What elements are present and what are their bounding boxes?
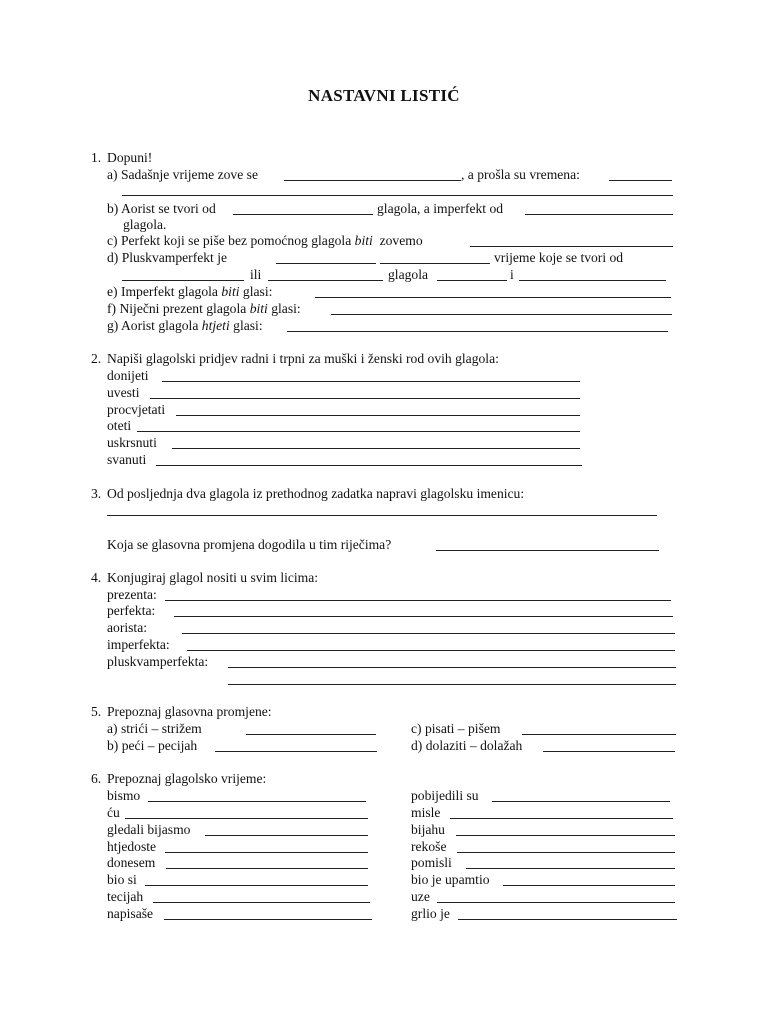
word-label: donesem (107, 855, 156, 870)
answer-blank[interactable] (228, 671, 676, 685)
question-text: Prepoznaj glasovna promjene: (107, 704, 272, 719)
q1e-text: e) Imperfekt glagola biti glasi: (107, 284, 273, 299)
verb-label: uskrsnuti (107, 435, 157, 450)
answer-blank[interactable] (187, 637, 675, 651)
answer-blank[interactable] (519, 267, 666, 281)
answer-blank[interactable] (246, 721, 376, 735)
word-label: pobijedili su (411, 788, 479, 803)
word-label: grlio je (411, 906, 450, 921)
item-label: a) strići – strižem (107, 721, 202, 736)
sub-question-text: Koja se glasovna promjena dogodila u tim riječima? (107, 537, 392, 552)
answer-blank[interactable] (466, 855, 675, 869)
tense-label: aorista: (107, 620, 148, 635)
q1a-text: a) Sadašnje vrijeme zove se (107, 167, 258, 182)
q1f-text: f) Niječni prezent glagola biti glasi: (107, 301, 301, 316)
tense-label: prezenta: (107, 587, 157, 602)
answer-blank[interactable] (153, 889, 370, 903)
answer-blank[interactable] (205, 822, 368, 836)
question-text: Konjugiraj glagol nositi u svim licima: (107, 570, 319, 585)
q1c-text: c) Perfekt koji se piše bez pomoćnog glagola biti zovemo (107, 233, 423, 248)
answer-blank[interactable] (470, 233, 673, 247)
verb-label: oteti (107, 418, 132, 433)
q1d-text: d) Pluskvamperfekt je (107, 250, 228, 265)
q1b-text-cont: glagola. (123, 217, 167, 232)
answer-blank[interactable] (525, 201, 673, 215)
question-text: Prepoznaj glagolsko vrijeme: (107, 771, 267, 786)
answer-blank[interactable] (437, 267, 507, 281)
verb-label: svanuti (107, 452, 147, 467)
q1a-text-mid: , a prošla su vremena: (461, 167, 580, 182)
answer-blank[interactable] (165, 839, 368, 853)
answer-blank[interactable] (276, 250, 376, 264)
q1d-text-mid: vrijeme koje se tvori od (494, 250, 624, 265)
word-label: pomisli (411, 855, 452, 870)
answer-blank[interactable] (156, 452, 582, 466)
answer-blank[interactable] (456, 822, 675, 836)
verb-label: uvesti (107, 385, 140, 400)
tense-label: perfekta: (107, 603, 156, 618)
answer-blank[interactable] (107, 502, 657, 516)
word-label: bio je upamtio (411, 872, 490, 887)
answer-blank[interactable] (145, 872, 368, 886)
item-label: d) dolaziti – dolažah (411, 738, 523, 753)
answer-blank[interactable] (176, 402, 580, 416)
answer-blank[interactable] (522, 721, 676, 735)
word-label: ću (107, 805, 120, 820)
answer-blank[interactable] (458, 906, 677, 920)
answer-blank[interactable] (609, 167, 672, 181)
answer-blank[interactable] (543, 738, 675, 752)
answer-blank[interactable] (436, 537, 659, 551)
word-label: uze (411, 889, 430, 904)
verb-label: procvjetati (107, 402, 166, 417)
question-number: 6. (91, 771, 102, 786)
q1b-text-mid: glagola, a imperfekt od (377, 201, 504, 216)
answer-blank[interactable] (148, 788, 366, 802)
word-label: bio si (107, 872, 137, 887)
answer-blank[interactable] (457, 839, 675, 853)
answer-blank[interactable] (503, 872, 675, 886)
question-text: Dopuni! (107, 150, 153, 165)
word-label: tecijah (107, 889, 144, 904)
answer-blank[interactable] (162, 368, 580, 382)
q1d-i: i (510, 267, 514, 282)
q1g-text: g) Aorist glagola htjeti glasi: (107, 318, 263, 333)
question-text: Napiši glagolski pridjev radni i trpni za muški i ženski rod ovih glagola: (107, 351, 499, 366)
answer-blank[interactable] (437, 889, 675, 903)
question-text: Od posljednja dva glagola iz prethodnog zadatka napravi glagolsku imenicu: (107, 486, 525, 501)
answer-blank[interactable] (182, 620, 675, 634)
word-label: napisaše (107, 906, 154, 921)
answer-blank[interactable] (174, 603, 673, 617)
tense-label: imperfekta: (107, 637, 170, 652)
question-number: 3. (91, 486, 102, 501)
item-label: b) peći – pecijah (107, 738, 198, 753)
tense-label: pluskvamperfekta: (107, 654, 209, 669)
answer-blank[interactable] (122, 182, 673, 196)
answer-blank[interactable] (284, 167, 461, 181)
q1d-glagola: glagola (388, 267, 429, 282)
word-label: gledali bijasmo (107, 822, 191, 837)
question-number: 1. (91, 150, 102, 165)
answer-blank[interactable] (165, 587, 671, 601)
q1d-ili: ili (250, 267, 262, 282)
answer-blank[interactable] (125, 805, 368, 819)
question-number: 5. (91, 704, 102, 719)
answer-blank[interactable] (492, 788, 670, 802)
answer-blank[interactable] (331, 301, 672, 315)
answer-blank[interactable] (287, 318, 668, 332)
answer-blank[interactable] (137, 418, 580, 432)
answer-blank[interactable] (172, 435, 580, 449)
question-number: 4. (91, 570, 102, 585)
answer-blank[interactable] (450, 805, 673, 819)
item-label: c) pisati – pišem (411, 721, 501, 736)
answer-blank[interactable] (122, 267, 244, 281)
word-label: rekoše (411, 839, 447, 854)
answer-blank[interactable] (380, 250, 490, 264)
page-title: NASTAVNI LISTIĆ (308, 86, 460, 105)
word-label: bismo (107, 788, 141, 803)
answer-blank[interactable] (215, 738, 377, 752)
answer-blank[interactable] (233, 201, 373, 215)
answer-blank[interactable] (166, 855, 368, 869)
answer-blank[interactable] (268, 267, 383, 281)
answer-blank[interactable] (228, 654, 676, 668)
answer-blank[interactable] (164, 906, 372, 920)
answer-blank[interactable] (150, 385, 580, 399)
verb-label: donijeti (107, 368, 149, 383)
word-label: misle (411, 805, 441, 820)
word-label: bijahu (411, 822, 445, 837)
answer-blank[interactable] (315, 284, 671, 298)
q1b-text: b) Aorist se tvori od (107, 201, 216, 216)
question-number: 2. (91, 351, 102, 366)
word-label: htjedoste (107, 839, 157, 854)
